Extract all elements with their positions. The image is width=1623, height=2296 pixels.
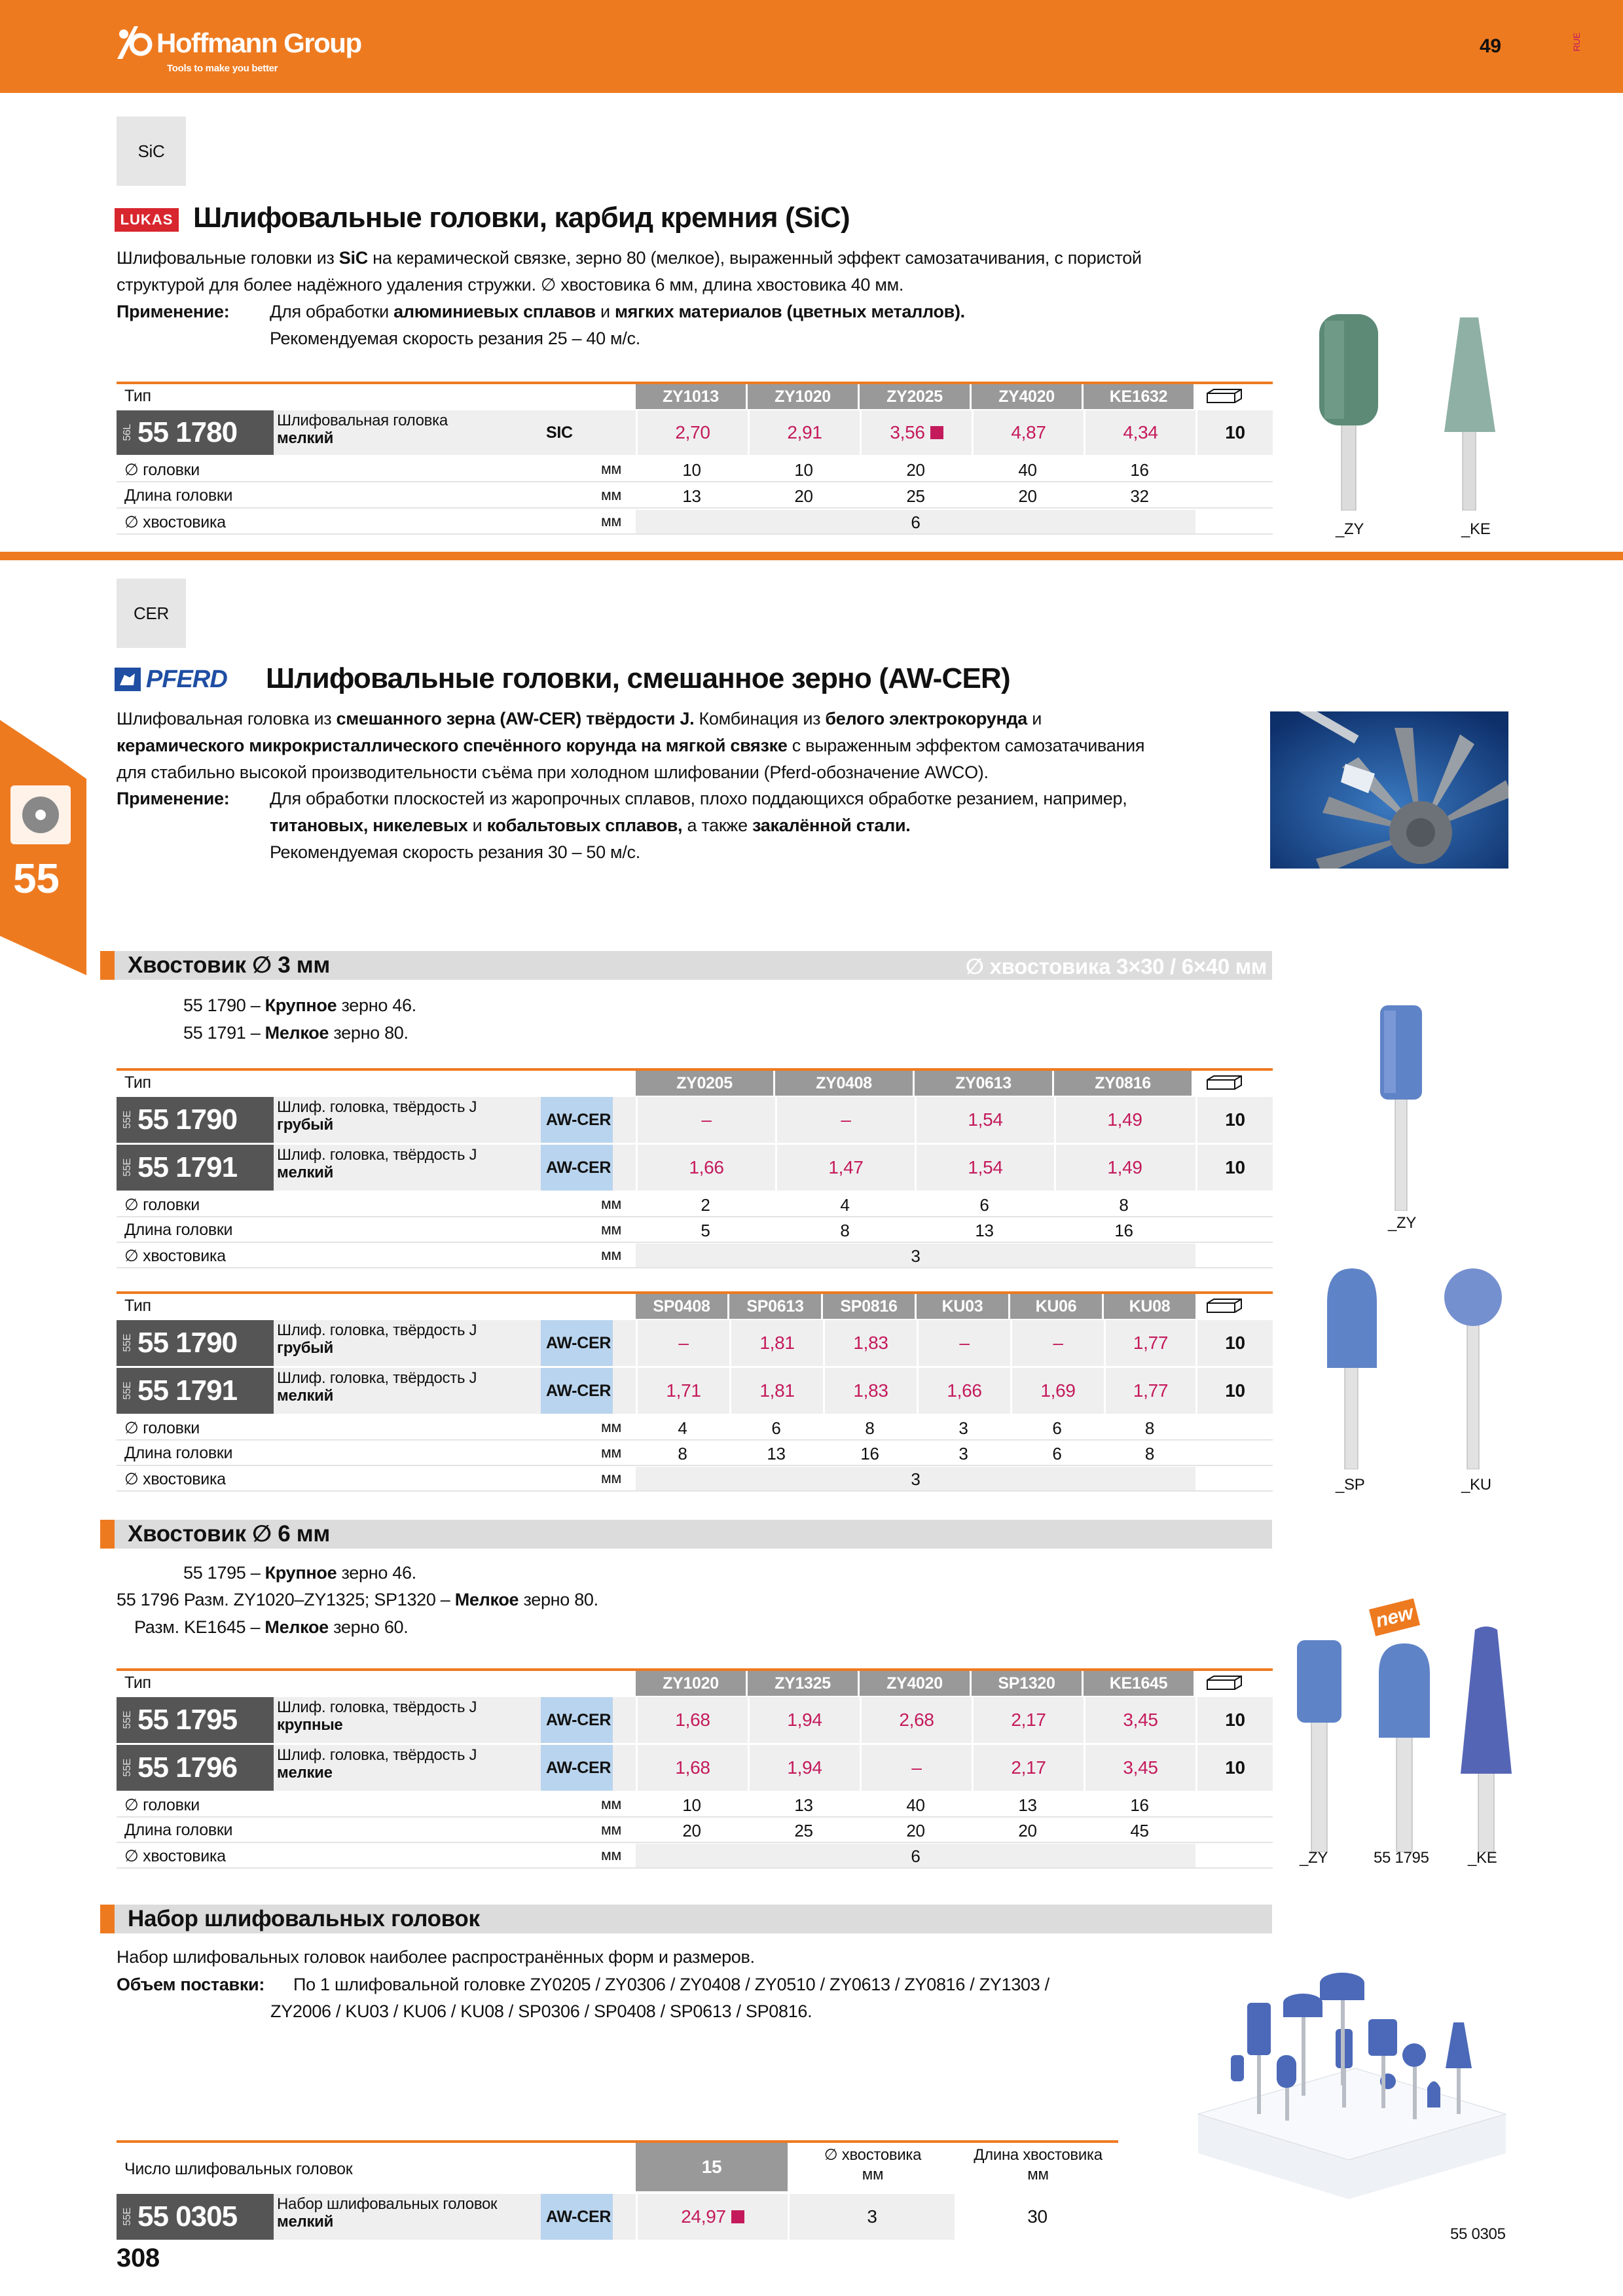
size-header: SP1320 bbox=[972, 1671, 1082, 1696]
price-marker-icon bbox=[930, 426, 943, 439]
grade-cell: SIC bbox=[546, 423, 573, 442]
dimension-row: ∅ хвостовика мм 6 bbox=[117, 1844, 1273, 1869]
price-cell[interactable]: 1,66 bbox=[636, 1145, 775, 1191]
aw-cer-sp-3mm-image bbox=[1319, 1263, 1385, 1469]
side-code: RUE bbox=[1571, 33, 1582, 52]
cer-application: Для обработки плоскостей из жаропрочных сплавов, плохо поддающихся обработке резанием, например, титановых, никелевых и кобальтовых сплавов, а также закалённой стали. Рекомендуемая скорость резания 30 – 50 м/с. bbox=[270, 789, 1127, 862]
pack-quantity: 10 bbox=[1195, 1145, 1273, 1191]
sic-product-table bbox=[117, 382, 1273, 539]
hoffmann-logo-icon bbox=[115, 22, 155, 62]
sic-zy-grinding-point-image bbox=[1313, 308, 1385, 511]
grade-cell: AW-CER bbox=[541, 1745, 613, 1791]
package-icon bbox=[1206, 388, 1243, 404]
article-number[interactable]: 55 1791 bbox=[137, 1151, 238, 1183]
pack-quantity: 10 bbox=[1195, 1320, 1273, 1366]
article-number[interactable]: 55 1790 bbox=[137, 1327, 238, 1359]
size-header: KE1632 bbox=[1084, 384, 1194, 409]
size-header: SP0816 bbox=[823, 1294, 915, 1319]
size-header: KE1645 bbox=[1084, 1671, 1194, 1696]
grade-cell: AW-CER bbox=[541, 1097, 613, 1143]
brand-name: Hoffmann Group bbox=[156, 27, 361, 58]
section-title-sic: Шлифовальные головки, карбид кремния (SiC) bbox=[193, 202, 850, 234]
price-cell[interactable]: 1,77 bbox=[1104, 1320, 1195, 1366]
grain-note: 55 1796 Разм. ZY1020–ZY1325; SP1320 – Мелкое зерно 80. bbox=[117, 1590, 598, 1609]
turbine-grinding-photo bbox=[1270, 711, 1508, 869]
size-header: SP0408 bbox=[636, 1294, 727, 1319]
grinding-set-photo bbox=[1192, 1957, 1512, 2225]
image-caption: _KU bbox=[1461, 1476, 1491, 1494]
shank-length-header: Длина хвостовика мм bbox=[974, 2146, 1103, 2183]
article-number[interactable]: 55 1791 bbox=[137, 1374, 238, 1407]
price-cell[interactable]: – bbox=[636, 1097, 775, 1143]
type-label: Тип bbox=[124, 1073, 151, 1092]
pack-quantity: 10 bbox=[1195, 1697, 1273, 1743]
set-scope: По 1 шлифовальной головке ZY0205 / ZY0306 / ZY0408 / ZY0510 / ZY0613 / ZY0816 / ZY1303 / ZY2006 / KU03 / KU06 / KU08 / SP0306 / SP0408 / SP0613 / SP0816. bbox=[270, 1975, 1049, 2021]
image-caption: _ZY bbox=[1336, 520, 1364, 538]
dimension-row: ∅ головки мм 10 13 40 13 16 bbox=[117, 1793, 1273, 1818]
image-caption: 55 1795 bbox=[1374, 1849, 1429, 1867]
dimension-row: ∅ хвостовика мм 6 bbox=[117, 510, 1273, 535]
shank-diameter-header: ∅ хвостовика мм bbox=[824, 2146, 922, 2183]
grade-cell: AW-CER bbox=[541, 1145, 613, 1191]
shank-diameter-value: 3 bbox=[788, 2194, 955, 2240]
dimension-row: Длина головки мм 8 13 16 3 6 8 bbox=[117, 1441, 1273, 1466]
aw-cer-ku-3mm-image bbox=[1440, 1263, 1506, 1469]
sp-ku-3mm-product-table bbox=[117, 1291, 1273, 1491]
sic-application-label: Применение: bbox=[117, 302, 230, 321]
page-header bbox=[0, 0, 1623, 93]
aw-cer-zy-3mm-image bbox=[1375, 1001, 1427, 1211]
price-cell[interactable]: 1,69 bbox=[1010, 1368, 1104, 1414]
price-cell[interactable]: 3,45 bbox=[1084, 1697, 1195, 1743]
catalog-page-number: 49 bbox=[1480, 35, 1501, 57]
package-icon bbox=[1206, 1075, 1243, 1090]
aw-cer-sp-6mm-image bbox=[1375, 1640, 1434, 1852]
size-header: ZY4020 bbox=[972, 384, 1082, 409]
lukas-brand-logo: LUKAS bbox=[115, 208, 179, 232]
size-header: ZY4020 bbox=[860, 1671, 970, 1696]
product-row[interactable]: 55E 55 0305 Набор шлифовальных головок мелкий AW-CER 24,97 3 30 bbox=[117, 2194, 1118, 2240]
price-cell[interactable]: 1,68 bbox=[636, 1697, 748, 1743]
pack-quantity: 10 bbox=[1195, 1745, 1273, 1791]
price-cell[interactable]: 1,83 bbox=[823, 1368, 917, 1414]
size-header: ZY0613 bbox=[915, 1071, 1052, 1096]
product-description: Шлиф. головка, твёрдость J грубый bbox=[277, 1321, 477, 1357]
price-cell[interactable]: 1,81 bbox=[729, 1368, 823, 1414]
shank-length-value: 30 bbox=[955, 2194, 1118, 2240]
pack-quantity: 10 bbox=[1195, 1368, 1273, 1414]
brand-logo[interactable] bbox=[115, 18, 390, 77]
price-cell[interactable]: – bbox=[1010, 1320, 1104, 1366]
product-row[interactable]: 55E 55 1790 Шлиф. головка, твёрдость J грубый AW-CER – 1,81 1,83 – – 1,77 10 bbox=[117, 1320, 1273, 1366]
price-cell[interactable]: 2,91 bbox=[748, 410, 860, 455]
aw-cer-ke-6mm-image bbox=[1457, 1623, 1516, 1852]
size-header: ZY2025 bbox=[860, 384, 970, 409]
article-number[interactable]: 55 1796 bbox=[137, 1751, 238, 1784]
type-label: Тип bbox=[124, 387, 151, 405]
size-header: KU03 bbox=[917, 1294, 1008, 1319]
product-row[interactable]: 55E 55 1791 Шлиф. головка, твёрдость J мелкий AW-CER 1,66 1,47 1,54 1,49 10 bbox=[117, 1145, 1273, 1191]
type-label: Тип bbox=[124, 1297, 151, 1315]
pferd-logo-icon bbox=[115, 668, 141, 691]
sic-ke-grinding-point-image bbox=[1440, 311, 1499, 511]
size-header: KU08 bbox=[1104, 1294, 1195, 1319]
price-cell[interactable]: 1,94 bbox=[748, 1697, 860, 1743]
chapter-number: 55 bbox=[13, 855, 60, 902]
subsection-bar-set: Набор шлифовальных головок bbox=[100, 1905, 1272, 1933]
package-icon bbox=[1206, 1675, 1243, 1691]
size-header: SP0613 bbox=[729, 1294, 821, 1319]
product-description: Шлифовальная головка мелкий bbox=[277, 412, 448, 447]
subsection-bar-shank-6mm: Хвостовик ∅ 6 мм bbox=[100, 1520, 1272, 1549]
price-cell[interactable]: 1,66 bbox=[917, 1368, 1010, 1414]
size-header: ZY1013 bbox=[636, 384, 746, 409]
sic-application: Для обработки алюминиевых сплавов и мягких материалов (цветных металлов). Рекомендуемая скорость резания 25 – 40 м/с. bbox=[270, 302, 965, 348]
product-description: Шлиф. головка, твёрдость J мелкий bbox=[277, 1369, 477, 1405]
dimension-row: ∅ головки мм 2 4 6 8 bbox=[117, 1193, 1273, 1217]
dimension-row: ∅ головки мм 10 10 20 40 16 bbox=[117, 457, 1273, 482]
brand-tagline: Tools to make you better bbox=[167, 63, 278, 74]
grain-note: 55 1795 – Крупное зерно 46. bbox=[183, 1563, 416, 1583]
grade-cell: AW-CER bbox=[541, 1697, 613, 1743]
image-caption: 55 0305 bbox=[1450, 2225, 1506, 2243]
dimension-row: ∅ хвостовика мм 3 bbox=[117, 1244, 1273, 1268]
section-title-cer: Шлифовальные головки, смешанное зерно (AW-CER) bbox=[266, 662, 1010, 694]
price-cell[interactable]: 2,68 bbox=[860, 1697, 972, 1743]
grain-note: 55 1791 – Мелкое зерно 80. bbox=[183, 1023, 409, 1043]
product-row[interactable]: 56L 55 1780 Шлифовальная головка мелкий SIC 2,70 2,91 3,56 4,87 4,34 10 bbox=[117, 410, 1273, 455]
pferd-brand-logo: PFERD bbox=[115, 666, 227, 692]
subsection-bar-shank-3mm: Хвостовик ∅ 3 мм ∅ хвостовика 3×30 / 6×40 мм bbox=[100, 951, 1272, 980]
price-cell[interactable]: 2,70 bbox=[636, 410, 748, 455]
grade-cell: AW-CER bbox=[541, 1320, 613, 1366]
image-caption: _SP bbox=[1336, 1476, 1365, 1494]
article-number[interactable]: 55 1780 bbox=[137, 416, 238, 448]
product-description: Шлиф. головка, твёрдость J грубый bbox=[277, 1098, 477, 1134]
image-caption: _KE bbox=[1461, 520, 1491, 538]
price-cell[interactable]: 4,34 bbox=[1084, 410, 1195, 455]
package-icon bbox=[1206, 1298, 1243, 1314]
product-row[interactable]: 55E 55 1796 Шлиф. головка, твёрдость J мелкие AW-CER 1,68 1,94 – 2,17 3,45 10 bbox=[117, 1745, 1273, 1791]
price-cell[interactable]: – bbox=[636, 1320, 729, 1366]
price-cell[interactable]: 1,68 bbox=[636, 1745, 748, 1791]
price-cell[interactable]: 1,47 bbox=[775, 1145, 915, 1191]
price-cell[interactable]: – bbox=[775, 1097, 915, 1143]
price-cell[interactable]: – bbox=[860, 1745, 972, 1791]
pack-quantity: 10 bbox=[1195, 410, 1273, 455]
product-description: Шлиф. головка, твёрдость J мелкие bbox=[277, 1746, 477, 1782]
size-header: ZY0816 bbox=[1054, 1071, 1192, 1096]
dimension-row: ∅ головки мм 4 6 8 3 6 8 bbox=[117, 1416, 1273, 1441]
grade-cell: AW-CER bbox=[541, 2194, 613, 2240]
image-caption: _KE bbox=[1468, 1849, 1497, 1867]
size-header: ZY1325 bbox=[748, 1671, 858, 1696]
size-header: ZY1020 bbox=[748, 384, 858, 409]
aw-cer-zy-6mm-image bbox=[1293, 1636, 1345, 1852]
grain-note: Разм. KE1645 – Мелкое зерно 60. bbox=[134, 1617, 409, 1637]
size-header: ZY1020 bbox=[636, 1671, 746, 1696]
new-badge: new bbox=[1369, 1598, 1420, 1636]
price-cell[interactable]: 1,83 bbox=[823, 1320, 917, 1366]
product-description: Шлиф. головка, твёрдость J крупные bbox=[277, 1698, 477, 1734]
cer-application-label: Применение: bbox=[117, 789, 230, 808]
shank-6mm-product-table bbox=[117, 1668, 1273, 1868]
price-cell[interactable]: 2,17 bbox=[972, 1745, 1084, 1791]
price-cell[interactable]: 1,49 bbox=[1054, 1145, 1194, 1191]
type-label: Тип bbox=[124, 1674, 151, 1692]
price-cell[interactable]: 1,54 bbox=[915, 1097, 1054, 1143]
material-badge-cer: CER bbox=[117, 579, 186, 648]
dimension-row: Длина головки мм 20 25 20 20 45 bbox=[117, 1818, 1273, 1843]
count-label: Число шлифовальных головок bbox=[124, 2160, 353, 2178]
dimension-row: ∅ хвостовика мм 3 bbox=[117, 1467, 1273, 1492]
set-scope-label: Объем поставки: bbox=[117, 1975, 265, 1994]
price-cell[interactable]: 4,87 bbox=[972, 410, 1084, 455]
count-value: 15 bbox=[636, 2143, 788, 2191]
product-description: Набор шлифовальных головок мелкий bbox=[277, 2195, 498, 2231]
sic-description: Шлифовальные головки из SiC на керамической связке, зерно 80 (мелкое), выраженный эффект самозатачивания, с пористой структурой для более надёжного удаления стружки. ∅ хвостовика 6 мм, длина хвостовика 40 мм. bbox=[117, 248, 1142, 295]
grain-note: 55 1790 – Крупное зерно 46. bbox=[183, 996, 416, 1015]
price-cell[interactable]: 3,56 bbox=[860, 410, 972, 455]
article-number[interactable]: 55 0305 bbox=[137, 2200, 238, 2233]
size-header: KU06 bbox=[1010, 1294, 1102, 1319]
price-cell[interactable]: 3,45 bbox=[1084, 1745, 1195, 1791]
dimension-row: Длина головки мм 5 8 13 16 bbox=[117, 1218, 1273, 1243]
price-cell[interactable]: 24,97 bbox=[636, 2194, 788, 2240]
price-cell[interactable]: 1,71 bbox=[636, 1368, 729, 1414]
product-row[interactable]: 55E 55 1790 Шлиф. головка, твёрдость J грубый AW-CER – – 1,54 1,49 10 bbox=[117, 1097, 1273, 1143]
zy-3mm-product-table bbox=[117, 1068, 1273, 1268]
grade-cell: AW-CER bbox=[541, 1368, 613, 1414]
product-row[interactable]: 55E 55 1795 Шлиф. головка, твёрдость J крупные AW-CER 1,68 1,94 2,68 2,17 3,45 10 bbox=[117, 1697, 1273, 1743]
price-cell[interactable]: 1,49 bbox=[1054, 1097, 1194, 1143]
size-header: ZY0408 bbox=[775, 1071, 913, 1096]
image-caption: _ZY bbox=[1300, 1849, 1328, 1867]
image-caption: _ZY bbox=[1388, 1214, 1417, 1232]
price-marker-icon bbox=[731, 2210, 744, 2223]
article-number[interactable]: 55 1795 bbox=[137, 1704, 238, 1736]
price-cell[interactable]: 2,17 bbox=[972, 1697, 1084, 1743]
product-row[interactable]: 55E 55 1791 Шлиф. головка, твёрдость J мелкий AW-CER 1,71 1,81 1,83 1,66 1,69 1,77 10 bbox=[117, 1368, 1273, 1414]
set-product-table bbox=[117, 2140, 1118, 2232]
article-number[interactable]: 55 1790 bbox=[137, 1103, 238, 1136]
set-description: Набор шлифовальных головок наиболее распространённых форм и размеров. bbox=[117, 1947, 755, 1967]
product-description: Шлиф. головка, твёрдость J мелкий bbox=[277, 1146, 477, 1181]
material-badge-sic: SiC bbox=[117, 117, 186, 186]
dimension-row: Длина головки мм 13 20 25 20 32 bbox=[117, 484, 1273, 509]
price-cell[interactable]: – bbox=[917, 1320, 1010, 1366]
footer-page-number: 308 bbox=[117, 2244, 160, 2272]
pack-quantity: 10 bbox=[1195, 1097, 1273, 1143]
chapter-tab[interactable] bbox=[0, 720, 86, 975]
price-cell[interactable]: 1,81 bbox=[729, 1320, 823, 1366]
cer-description: Шлифовальная головка из смешанного зерна (AW-CER) твёрдости J. Комбинация из белого электрокорунда и керамического микрокристаллического спечённого корунда на мягкой связке с выраженным эффектом самозатачивания для стабильно высокой производительности съёма при холодном шлифовании (Pferd-обозначение AWCO). bbox=[117, 709, 1145, 782]
price-cell[interactable]: 1,77 bbox=[1104, 1368, 1195, 1414]
size-header: ZY0205 bbox=[636, 1071, 773, 1096]
price-cell[interactable]: 1,54 bbox=[915, 1145, 1054, 1191]
section-divider bbox=[0, 552, 1623, 560]
price-cell[interactable]: 1,94 bbox=[748, 1745, 860, 1791]
